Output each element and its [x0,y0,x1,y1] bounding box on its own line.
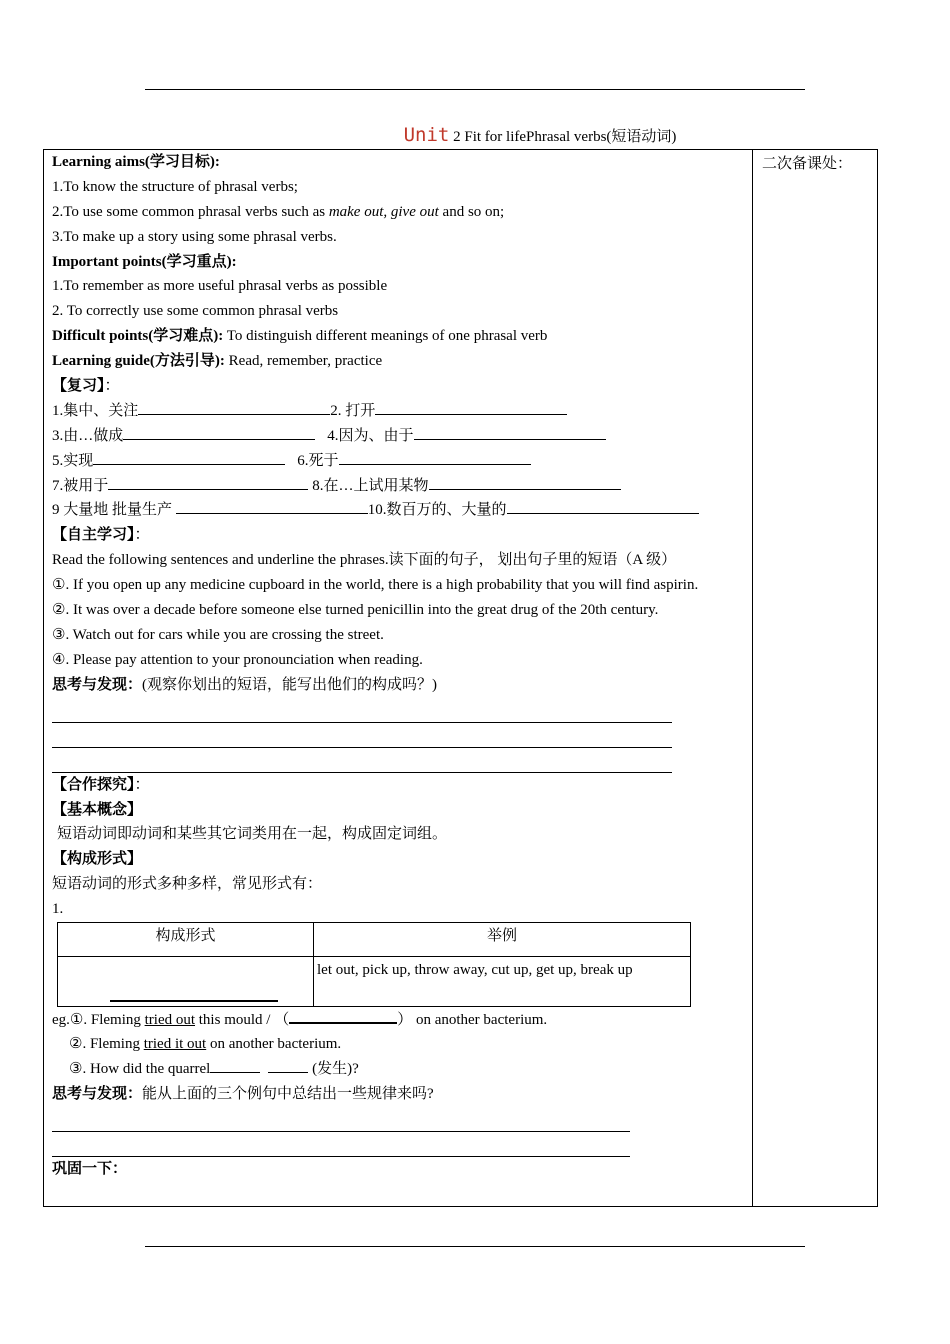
aim-1: 1.To know the structure of phrasal verbs; [52,178,298,195]
basic-concept-heading: 【基本概念】 [52,801,143,818]
example-3 [52,1057,744,1082]
review-blank-9[interactable] [176,498,368,514]
learning-guide [52,349,744,374]
guide-text: Read, remember, practice [224,353,383,370]
review-blank-3[interactable] [123,424,315,440]
aim-2-em: make out, give out [328,203,439,220]
answer-line-4[interactable] [52,1107,630,1132]
form-table-col2: 举例 [314,922,691,956]
review-row-3 [52,449,744,474]
review-item-7: 7.被用于 [52,477,109,494]
review-blank-4[interactable] [414,424,606,440]
example-2 [52,1032,744,1057]
review-heading-text: 【复习】 [52,378,105,395]
example-1-post: ） on another bacterium. [397,1011,548,1028]
review-item-4: 4.因为、由于 [327,427,414,444]
top-rule [145,89,805,90]
example-3-pre: ③. How did the quarrel [69,1060,211,1077]
review-colon: ： [104,378,120,395]
form-table-col1: 构成形式 [58,922,314,956]
coop-heading-text: 【合作探究】 [52,776,135,793]
think-2-text: 能从上面的三个例句中总结出一些规律来吗? [142,1085,434,1102]
think-2 [52,1082,744,1107]
basic-concept-text: 短语动词即动词和某些其它词类用在一起，构成固定词组。 [57,826,448,843]
sentence-2: ②. It was over a decade before someone else turned penicillin into the great drug of the 20th century. [52,602,659,619]
review-blank-7[interactable] [108,474,308,490]
example-1-mid: this mould / （ [195,1011,290,1028]
bottom-rule [145,1246,805,1247]
example-2-pre: ②. Fleming [69,1035,144,1052]
example-2-phrase: tried it out [143,1035,207,1052]
aims-label: Learning aims(学习目标): [52,154,220,170]
example-3-post: (发生)? [308,1060,359,1077]
self-study-colon: ： [134,527,150,544]
aim-3: 3.To make up a story using some phrasal verbs. [52,228,337,245]
answer-line-3[interactable] [52,748,672,773]
review-item-6: 6.死于 [297,452,339,469]
review-blank-8[interactable] [429,474,621,490]
coop-colon: ： [134,776,150,793]
example-1-pre: eg.①. Fleming [52,1011,145,1028]
difficult-points [52,324,744,349]
title-rest: 2 Fit for lifePhrasal verbs(短语动词) [449,129,677,145]
form-table-blank-cell [58,956,314,1006]
form-table-blank[interactable] [110,985,278,1002]
form-number: 1. [52,901,64,918]
form-table-example: let out, pick up, throw away, cut up, get up, break up [314,956,691,1006]
review-row-1 [52,399,744,424]
review-row-5 [52,498,744,523]
page-title [0,124,950,146]
aim-2-post: and so on; [438,203,505,220]
example-1 [52,1007,744,1032]
title-unit: Unit [403,124,450,146]
self-study-heading-text: 【自主学习】 [52,527,135,544]
example-1-blank[interactable] [289,1007,397,1024]
review-heading [52,374,744,399]
review-blank-6[interactable] [339,449,531,465]
review-item-9: 9 大量地 批量生产 [52,502,176,519]
review-blank-2[interactable] [375,399,567,415]
example-3-blank-2[interactable] [268,1057,308,1073]
consolidate-label: 巩固一下： [52,1160,128,1177]
aim-2 [52,200,744,225]
important-label: Important points(学习重点): [52,253,237,270]
main-column [52,150,744,1181]
answer-line-1[interactable] [52,698,672,723]
think-1-text: (观察你划出的短语，能写出他们的构成吗？) [142,676,438,693]
self-study-instruction: Read the following sentences and underline the phrases.读下面的句子， 划出句子里的短语（A 级） [52,552,677,569]
form-table [57,922,691,1007]
review-item-2: 2. 打开 [330,402,376,419]
review-blank-10[interactable] [507,498,699,514]
review-item-10: 10.数百万的、大量的 [367,502,507,519]
sentence-1: ①. If you open up any medicine cupboard in the world, there is a high probability that you will find aspirin. [52,577,699,594]
review-blank-5[interactable] [93,449,285,465]
form-table-row [58,956,691,1006]
review-row-2 [52,424,744,449]
aim-2-pre: 2.To use some common phrasal verbs such as [52,203,329,220]
example-3-blank-1[interactable] [210,1057,260,1073]
answer-line-2[interactable] [52,723,672,748]
important-2: 2. To correctly use some common phrasal verbs [52,303,339,320]
think-2-label: 思考与发现： [52,1085,143,1102]
difficult-text: To distinguish different meanings of one phrasal verb [223,328,548,345]
review-item-5: 5.实现 [52,452,94,469]
review-blank-1[interactable] [138,399,330,415]
think-1-label: 思考与发现： [52,676,143,693]
answer-line-5[interactable] [52,1132,630,1157]
important-1: 1.To remember as more useful phrasal verbs as possible [52,278,388,295]
think-1 [52,673,744,698]
self-study-heading [52,523,744,548]
review-item-1: 1.集中、关注 [52,402,139,419]
form-heading: 【构成形式】 [52,851,143,868]
coop-heading [52,773,744,798]
form-intro: 短语动词的形式多种多样，常见形式有： [52,876,323,893]
sentence-3: ③. Watch out for cars while you are crossing the street. [52,626,384,643]
example-1-phrase: tried out [144,1011,196,1028]
difficult-label: Difficult points(学习难点): [52,328,224,345]
review-item-8: 8.在…上试用某物 [312,477,429,494]
guide-label: Learning guide(方法引导): [52,353,225,370]
example-2-post: on another bacterium. [206,1035,342,1052]
form-table-header [58,922,691,956]
side-note: 二次备课处： [762,156,853,172]
review-row-4 [52,474,744,499]
review-item-3: 3.由…做成 [52,427,124,444]
sentence-4: ④. Please pay attention to your pronounciation when reading. [52,651,423,668]
column-divider [752,149,753,1207]
